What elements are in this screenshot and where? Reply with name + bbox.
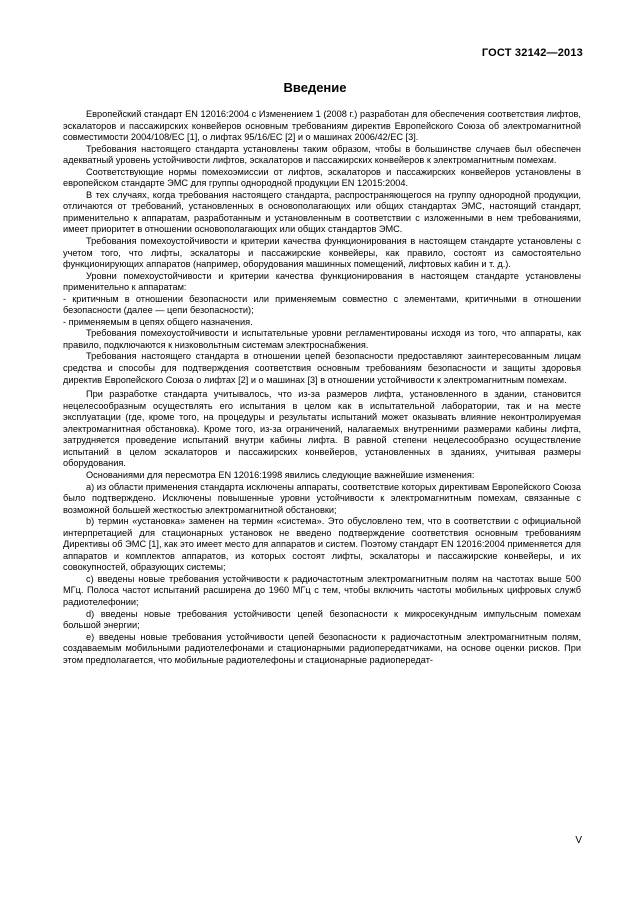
list-item: e) введены новые требования устойчивости цепей безопасности к радиочастотным электромагнитным полям, создаваемым мобильными радиотелефонами и стационарными радиопередатчиками, на основе оценки рисков. При этом предполагается, что мобильные радиотелефоны и стационарные радиопередат- [63,631,581,665]
list-item: b) термин «установка» заменен на термин «система». Это обусловлено тем, что в соответствии с официальной интерпретацией для стационарных установок не введено подтверждение соответствия основным требованиям Директивы об ЭМС [1], как это имеет место для аппаратов и систем. Поэтому стандарт EN 12016:2004 применяется для аппаратов и комплектов аппаратов, из которых состоят лифты, эскалаторы и пассажирские конвейеры, и их совокупностей, образующих системы; [63,516,581,573]
paragraph: Соответствующие нормы помехоэмиссии от лифтов, эскалаторов и пассажирских конвейеров установлены в европейском стандарте ЭМС для группы однородной продукции EN 12015:2004. [63,166,581,189]
paragraph: При разработке стандарта учитывалось, что из-за размеров лифта, установленного в здании, становится нецелесообразным осуществлять его испытания в целом как в испытательной лаборатории, так и на месте эксплуатации (где, кроме того, на процедуры и результаты испытаний может оказывать влияние неконтролируемая электромагнитная обстановка). Кроме того, из-за ограничений, налагаемых внутренними размерами кабины лифта, затрудняется проведение испытаний внутри кабины лифта. В равной степени нецелесообразно осуществление испытаний в целом эскалаторов и пассажирских конвейеров, установленных в зданиях, учитывая размеры оборудования. [63,389,581,469]
section-title: Введение [283,80,347,95]
list-item: c) введены новые требования устойчивости к радиочастотным электромагнитным полям на частотах выше 500 МГц. Полоса частот испытаний расширена до 1960 МГц с тем, чтобы включить частоты мобильных цифровых служб радиотелефонии; [63,573,581,607]
paragraph: Европейский стандарт EN 12016:2004 с Изменением 1 (2008 г.) разработан для обеспечения соответствия лифтов, эскалаторов и пассажирских конвейеров основным требованиям директив Европейского Союза об электромагнитной совместимости 2004/108/EC [1], о лифтах 95/16/EC [2] и о машинах 2006/42/EC [3]. [63,109,581,143]
paragraph: Требования настоящего стандарта установлены таким образом, чтобы в большинстве случаев был обеспечен адекватный уровень устойчивости лифтов, эскалаторов и пассажирских конвейеров к электромагнитным помехам. [63,143,581,166]
paragraph: Требования помехоустойчивости и испытательные уровни регламентированы исходя из того, что аппараты, как правило, подключаются к низковольтным системам электроснабжения. [63,328,581,350]
list-item: а) из области применения стандарта исключены аппараты, соответствие которых директивам Европейского Союза было подтверждено. Исключены повышенные уровни устойчивости к электромагнитным помехам, связанные с возможной большей жесткостью электромагнитной обстановки; [63,481,581,515]
standard-header: ГОСТ 32142—2013 [481,47,583,59]
body-text [63,109,581,666]
paragraph: Требования настоящего стандарта в отношении цепей безопасности предоставляют заинтересованным лицам средства и способы для подтверждения соответствия основным требованиям безопасности и защиты здоровья директив Европейского Союза о лифтах [2] и о машинах [3] в отношении устойчивости к электромагнитным помехам. [63,351,581,385]
paragraph: В тех случаях, когда требования настоящего стандарта, распространяющегося на группу однородной продукции, отличаются от требований, установленных в основополагающих или общих стандартах ЭМС, настоящий стандарт, применительно к аппаратам, разработанным и установленным в соответствии с изложенными в нем требованиями, имеет приоритет в отношении основополагающих или общих стандартов ЭМС. [63,189,581,235]
list-item: - применяемым в цепях общего назначения. [63,316,253,327]
paragraph: Требования помехоустойчивости и критерии качества функционирования в настоящем стандарте установлены с учетом того, что лифты, эскалаторы и пассажирские конвейеры, как правило, состоят из самостоятельно функционирующих аппаратов (например, оборудования машинных помещений, лифтовых кабин и т. д.). [63,236,581,270]
page-number: V [575,835,582,846]
list-item: d) введены новые требования устойчивости цепей безопасности к микросекундным импульсным помехам большой энергии; [63,608,581,631]
paragraph: Основаниями для пересмотра EN 12016:1998 явились следующие важнейшие изменения: [86,469,475,480]
paragraph: Уровни помехоустойчивости и критерии качества функционирования в настоящем стандарте установлены применительно к аппаратам: [63,270,581,293]
list-item: - критичным в отношении безопасности или применяемым совместно с элементами, критичными в отношении безопасности (далее — цепи безопасности); [63,293,581,316]
